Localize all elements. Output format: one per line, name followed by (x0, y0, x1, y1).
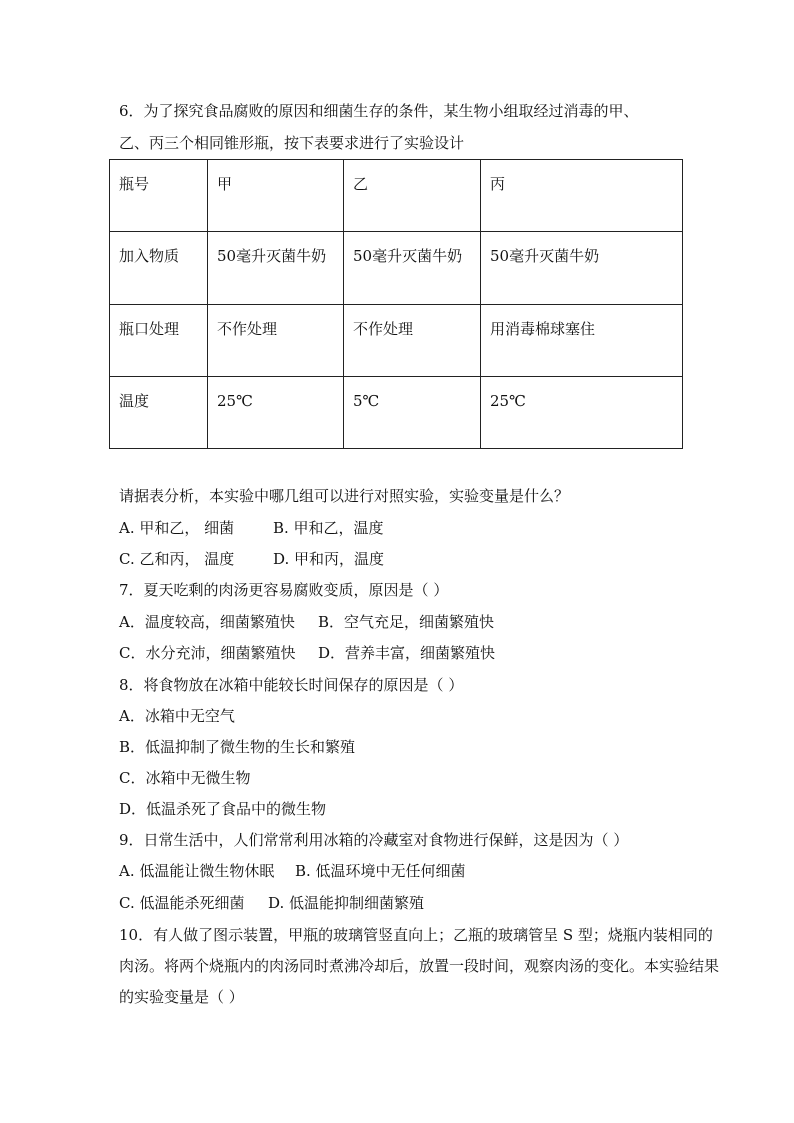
q7-options-row2 (119, 643, 495, 663)
q7-option-a[interactable]: A．温度较高，细菌繁殖快 (119, 613, 295, 631)
table-cell: 温度 (110, 376, 208, 448)
table-row (110, 232, 683, 304)
q9-options-row2 (119, 893, 424, 913)
table-cell: 不作处理 (208, 304, 344, 376)
q8-option-c[interactable]: C．冰箱中无微生物 (119, 769, 251, 787)
table-cell: 50毫升灭菌牛奶 (481, 232, 683, 304)
q6-options-row2 (119, 549, 384, 569)
q10-stem-line2: 肉汤。将两个烧瓶内的肉汤同时煮沸冷却后，放置一段时间，观察肉汤的变化。本实验结果 (119, 957, 720, 975)
q6-option-c[interactable]: C. 乙和丙， 温度 (119, 550, 235, 568)
table-header-cell: 乙 (344, 160, 481, 232)
q8-stem: 8．将食物放在冰箱中能较长时间保存的原因是（ ） (119, 676, 464, 694)
q6-options-row1 (119, 518, 384, 538)
table-header-row (110, 160, 683, 232)
q7-options-row1 (119, 612, 494, 632)
table-row (110, 304, 683, 376)
q9-option-a[interactable]: A. 低温能让微生物休眠 (119, 862, 275, 880)
q6-option-a[interactable]: A. 甲和乙， 细菌 (119, 519, 235, 537)
table-header-cell: 丙 (481, 160, 683, 232)
q9-option-b[interactable]: B. 低温环境中无任何细菌 (295, 862, 466, 880)
q6-stem-line1: 6．为了探究食品腐败的原因和细菌生存的条件，某生物小组取经过消毒的甲、 (119, 102, 639, 120)
q8-option-d[interactable]: D．低温杀死了食品中的微生物 (119, 800, 327, 818)
table-cell: 25℃ (481, 376, 683, 448)
table-cell: 加入物质 (110, 232, 208, 304)
q7-option-b[interactable]: B．空气充足，细菌繁殖快 (318, 613, 495, 631)
q6-question: 请据表分析，本实验中哪几组可以进行对照实验，实验变量是什么？ (119, 487, 570, 505)
table-cell: 用消毒棉球塞住 (481, 304, 683, 376)
q9-option-c[interactable]: C. 低温能杀死细菌 (119, 894, 245, 912)
table-cell: 5℃ (344, 376, 481, 448)
q7-option-c[interactable]: C．水分充沛，细菌繁殖快 (119, 644, 296, 662)
q6-option-d[interactable]: D. 甲和丙，温度 (273, 550, 385, 568)
table-header-cell: 甲 (208, 160, 344, 232)
q8-option-b[interactable]: B．低温抑制了微生物的生长和繁殖 (119, 738, 356, 756)
table-row (110, 376, 683, 448)
table-header-cell: 瓶号 (110, 160, 208, 232)
q7-stem: 7．夏天吃剩的肉汤更容易腐败变质，原因是（ ） (119, 581, 449, 599)
q9-stem: 9．日常生活中，人们常常利用冰箱的冷藏室对食物进行保鲜，这是因为（ ） (119, 831, 629, 849)
experiment-table (109, 159, 683, 449)
q9-options-row1 (119, 861, 466, 881)
table-cell: 不作处理 (344, 304, 481, 376)
q7-option-d[interactable]: D．营养丰富，细菌繁殖快 (318, 644, 496, 662)
q6-option-b[interactable]: B. 甲和乙，温度 (273, 519, 384, 537)
q9-option-d[interactable]: D. 低温能抑制细菌繁殖 (268, 894, 425, 912)
table-cell: 25℃ (208, 376, 344, 448)
q6-stem-line2: 乙、丙三个相同锥形瓶，按下表要求进行了实验设计 (119, 134, 465, 152)
table-cell: 50毫升灭菌牛奶 (208, 232, 344, 304)
table-cell: 瓶口处理 (110, 304, 208, 376)
table-cell: 50毫升灭菌牛奶 (344, 232, 481, 304)
q10-stem-line3: 的实验变量是（ ） (119, 988, 244, 1006)
q8-option-a[interactable]: A．冰箱中无空气 (119, 707, 235, 725)
q10-stem-line1: 10．有人做了图示装置，甲瓶的玻璃管竖直向上；乙瓶的玻璃管呈 S 型；烧瓶内装相同的 (119, 926, 713, 944)
